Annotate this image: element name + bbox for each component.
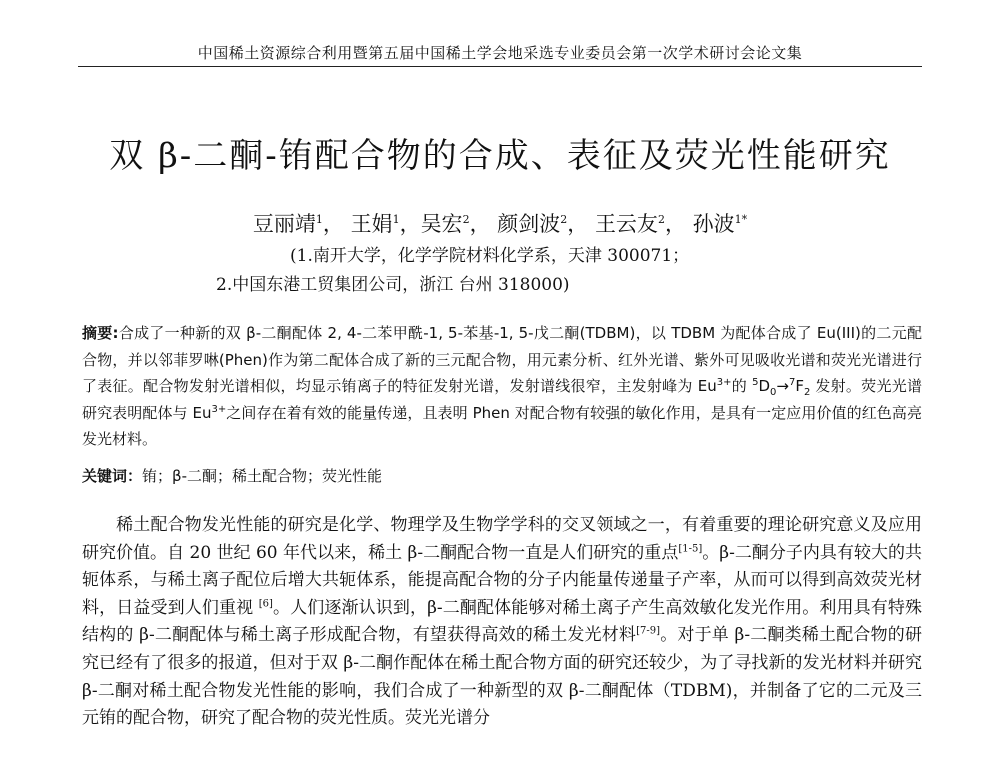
citation-ref: [6] xyxy=(258,598,273,610)
paper-title: 双 β-二酮-铕配合物的合成、表征及荧光性能研究 xyxy=(109,136,891,176)
running-header: 中国稀土资源综合利用暨第五届中国稀土学会地采选专业委员会第一次学术研讨会论文集 xyxy=(197,44,803,62)
author-name: 吴宏 xyxy=(420,212,463,236)
abstract-text: 发射。荧光光谱研究表明配体与 Eu xyxy=(82,377,922,422)
author-list: 豆丽靖$^1$， 王娟$^1$，吴宏$^2$， 颜剑波$^2$， 王云友$^2$， 孙波$^{1*}$ xyxy=(252,212,748,236)
keywords-label: 关键词： xyxy=(82,467,143,485)
author-affiliation-mark: 1 xyxy=(315,213,323,226)
abstract-superscript: 3+ xyxy=(211,403,227,415)
keywords xyxy=(82,465,922,486)
author-affiliation-mark: 2 xyxy=(560,213,568,226)
abstract-label: 摘要: xyxy=(82,324,119,342)
abstract-text: 合成了一种新的双 β-二酮配体 2, 4-二苯甲酰-1, 5-苯基-1, 5-戊二酮(TDBM)，以 TDBM 为配体合成了 Eu(III)的二元配合物，并以邻菲罗啉(Phen)作为第二配体合成了新的三元配合物，用元素分析、红外光谱、紫外可见吸收光谱和荧光光谱进行了表征。配合物发射光谱相似，均显示铕离子的特征发射光谱，发射谱线很窄，主发射峰为 Eu xyxy=(82,324,922,395)
author-affiliation-mark: 1* xyxy=(734,213,748,226)
abstract-superscript: 3+ xyxy=(716,377,732,388)
affiliation-2: 2.中国东港工贸集团公司，浙江 台州 318000) xyxy=(216,275,570,295)
abstract-text: D xyxy=(758,377,770,395)
author-name: 孙波 xyxy=(692,212,735,236)
abstract-text: F xyxy=(795,377,804,395)
body-text-segment: 。人们逐渐认识到，β-二酮配体能够对稀土离子产生高效敏化发光作用。利用具有特殊结构的 β-二酮配体与稀土离子形成配合物，有望获得高效的稀土发光材料 xyxy=(82,597,922,646)
abstract-text: → xyxy=(776,377,789,395)
author-affiliation-mark: 2 xyxy=(657,213,665,226)
author-affiliation-mark: 1 xyxy=(392,213,400,226)
abstract-superscript: 5 xyxy=(752,377,759,388)
author-name: 颜剑波 xyxy=(497,212,561,236)
abstract xyxy=(82,320,922,453)
author-affiliation-mark: 2 xyxy=(462,213,470,226)
abstract-superscript: 7 xyxy=(788,377,796,388)
body-paragraph xyxy=(82,512,922,733)
abstract-text: 的 xyxy=(731,377,753,395)
abstract-subscript: 2 xyxy=(803,387,811,398)
keywords-text: 铕；β-二酮；稀土配合物；荧光性能 xyxy=(142,467,383,485)
citation-ref: [7-9] xyxy=(636,625,661,637)
affiliation-1: (1.南开大学，化学学院材料化学系，天津 300071； xyxy=(290,246,690,266)
body-text-segment: 稀土配合物发光性能的研究是化学、物理学及生物学学科的交叉领域之一，有着重要的理论研究意义及应用研究价值。自 20 世纪 60 年代以来，稀土 β-二酮配合物一直是人们研究的重点 xyxy=(82,515,922,563)
abstract-text: 之间存在着有效的能量传递，且表明 Phen 对配合物有较强的敏化作用，是具有一定应用价值的红色高亮发光材料。 xyxy=(82,403,922,448)
author-name: 豆丽靖 xyxy=(252,212,316,236)
author-name: 王云友 xyxy=(594,212,658,236)
body-text-segment: 。对于单 β-二酮类稀土配合物的研究已经有了很多的报道，但对于双 β-二酮作配体在稀土配合物方面的研究还较少，为了寻找新的发光材料并研究 β-二酮对稀土配合物发光性能的影响，我们合成了一种新型的双 β-二酮配体（TDBM)，并制备了它的二元及三元铕的配合物，研究了配合物的荧光性质。荧光光谱分 xyxy=(82,625,922,729)
body-text-segment: 。β-二酮分子内具有较大的共轭体系，与稀土离子配位后增大共轭体系，能提高配合物的分子内能量传递量子产率，从而可以得到高效荧光材料，日益受到人们重视 xyxy=(82,542,922,618)
citation-ref: [1-5] xyxy=(678,542,703,554)
header-rule xyxy=(78,66,922,67)
author-name: 王娟 xyxy=(350,212,393,236)
abstract-subscript: 0 xyxy=(770,387,777,398)
